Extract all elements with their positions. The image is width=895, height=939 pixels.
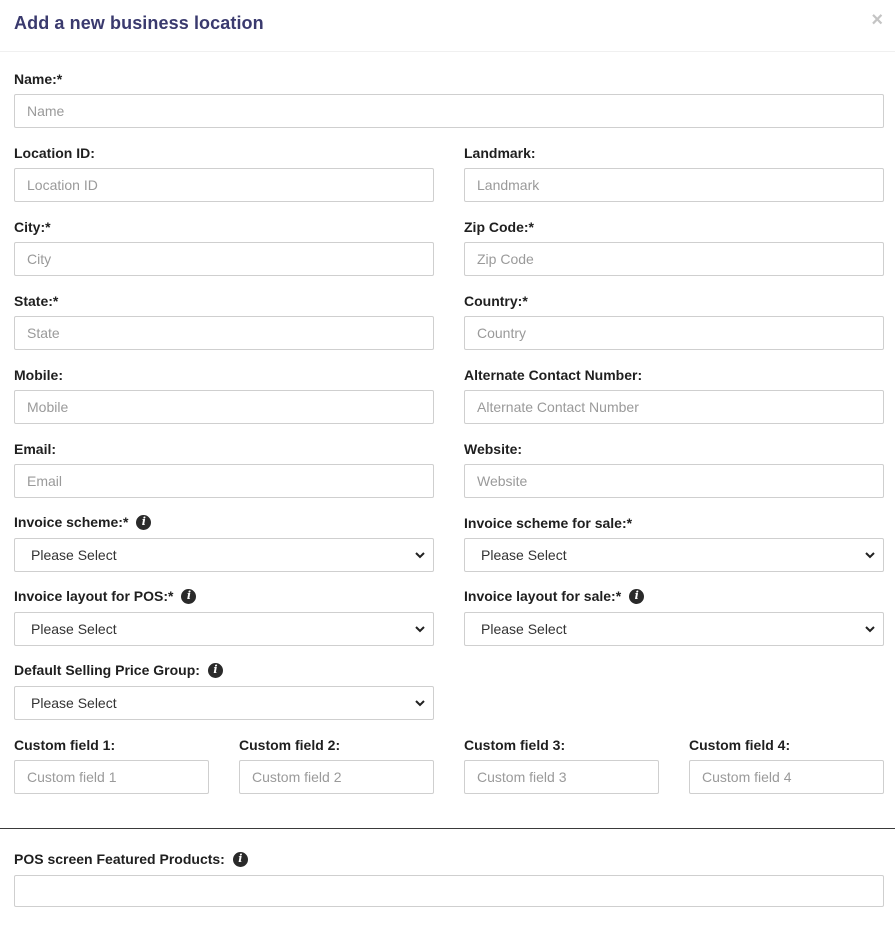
featured-products-label: POS screen Featured Products: i bbox=[14, 850, 248, 868]
email-input[interactable] bbox=[14, 464, 434, 498]
info-icon[interactable]: i bbox=[233, 852, 248, 867]
location-id-label: Location ID: bbox=[14, 145, 95, 161]
invoice-scheme-sale-select[interactable] bbox=[464, 538, 884, 572]
landmark-label: Landmark: bbox=[464, 145, 536, 161]
state-label: State:* bbox=[14, 293, 59, 309]
invoice-scheme-select[interactable] bbox=[14, 538, 434, 572]
info-icon[interactable]: i bbox=[629, 589, 644, 604]
selling-price-group-select[interactable] bbox=[14, 686, 434, 720]
selling-price-group-value: Please Select bbox=[31, 695, 117, 711]
chevron-down-icon bbox=[413, 696, 427, 710]
email-label: Email: bbox=[14, 441, 57, 457]
invoice-scheme-sale-value: Please Select bbox=[481, 547, 567, 563]
custom-field-1-input[interactable] bbox=[14, 760, 209, 794]
invoice-layout-sale-select[interactable] bbox=[464, 612, 884, 646]
close-icon[interactable]: × bbox=[871, 9, 883, 31]
custom-field-1-label: Custom field 1: bbox=[14, 737, 116, 753]
invoice-layout-sale-value: Please Select bbox=[481, 621, 567, 637]
mobile-input[interactable] bbox=[14, 390, 434, 424]
custom-field-2-label: Custom field 2: bbox=[239, 737, 341, 753]
website-label: Website: bbox=[464, 441, 523, 457]
city-input[interactable] bbox=[14, 242, 434, 276]
website-input[interactable] bbox=[464, 464, 884, 498]
invoice-layout-sale-label: Invoice layout for sale:* i bbox=[464, 587, 644, 605]
info-icon[interactable]: i bbox=[136, 515, 151, 530]
invoice-layout-pos-label: Invoice layout for POS:* i bbox=[14, 587, 196, 605]
info-icon[interactable]: i bbox=[181, 589, 196, 604]
section-divider bbox=[0, 828, 895, 829]
chevron-down-icon bbox=[413, 548, 427, 562]
custom-field-4-input[interactable] bbox=[689, 760, 884, 794]
custom-field-3-input[interactable] bbox=[464, 760, 659, 794]
chevron-down-icon bbox=[863, 548, 877, 562]
custom-field-2-input[interactable] bbox=[239, 760, 434, 794]
location-id-input[interactable] bbox=[14, 168, 434, 202]
chevron-down-icon bbox=[413, 622, 427, 636]
invoice-scheme-label: Invoice scheme:* i bbox=[14, 513, 151, 531]
custom-field-3-label: Custom field 3: bbox=[464, 737, 566, 753]
featured-products-input[interactable] bbox=[14, 875, 884, 907]
state-input[interactable] bbox=[14, 316, 434, 350]
alternate-contact-input[interactable] bbox=[464, 390, 884, 424]
name-input[interactable] bbox=[14, 94, 884, 128]
modal-header bbox=[0, 0, 895, 52]
invoice-scheme-value: Please Select bbox=[31, 547, 117, 563]
invoice-layout-pos-select[interactable] bbox=[14, 612, 434, 646]
chevron-down-icon bbox=[863, 622, 877, 636]
zip-code-label: Zip Code:* bbox=[464, 219, 534, 235]
selling-price-group-label: Default Selling Price Group: i bbox=[14, 661, 223, 679]
name-label: Name:* bbox=[14, 71, 63, 87]
zip-code-input[interactable] bbox=[464, 242, 884, 276]
invoice-scheme-sale-label: Invoice scheme for sale:* bbox=[464, 515, 633, 531]
country-input[interactable] bbox=[464, 316, 884, 350]
alternate-contact-label: Alternate Contact Number: bbox=[464, 367, 643, 383]
city-label: City:* bbox=[14, 219, 51, 235]
info-icon[interactable]: i bbox=[208, 663, 223, 678]
modal-title: Add a new business location bbox=[14, 13, 264, 33]
mobile-label: Mobile: bbox=[14, 367, 63, 383]
custom-field-4-label: Custom field 4: bbox=[689, 737, 791, 753]
country-label: Country:* bbox=[464, 293, 528, 309]
landmark-input[interactable] bbox=[464, 168, 884, 202]
invoice-layout-pos-value: Please Select bbox=[31, 621, 117, 637]
